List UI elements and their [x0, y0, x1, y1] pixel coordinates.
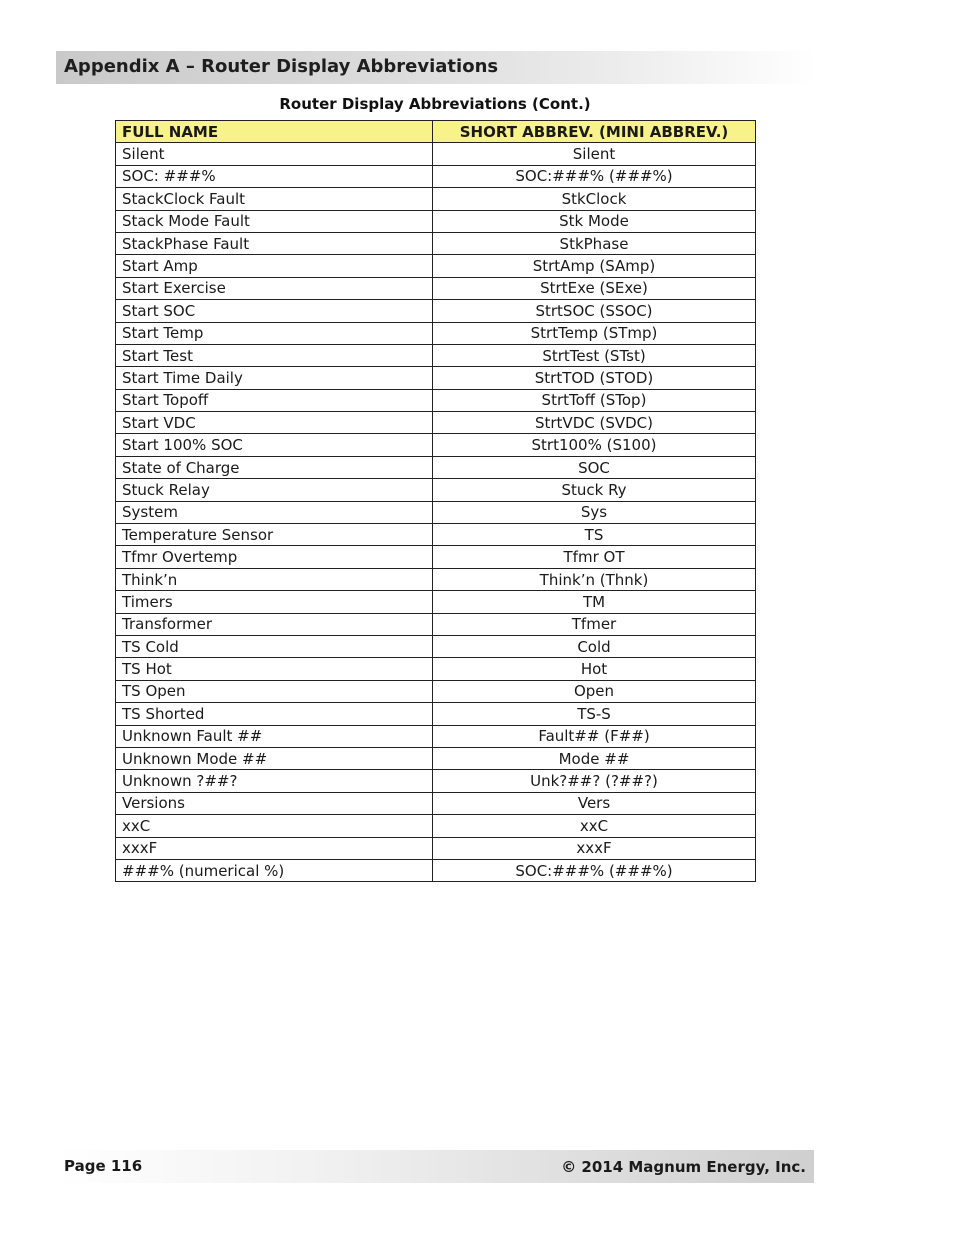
- abbreviation-cell: StrtToff (STop): [433, 389, 756, 411]
- abbreviation-cell: Mode ##: [433, 747, 756, 769]
- table-row: [116, 232, 756, 254]
- full-name-cell: xxxF: [116, 837, 433, 859]
- abbreviation-cell: StrtTemp (STmp): [433, 322, 756, 344]
- table-row: [116, 277, 756, 299]
- table-row: [116, 367, 756, 389]
- table-row: [116, 859, 756, 881]
- full-name-cell: Start SOC: [116, 300, 433, 322]
- full-name-cell: Unknown ?##?: [116, 770, 433, 792]
- table-row: [116, 680, 756, 702]
- abbreviation-cell: Strt100% (S100): [433, 434, 756, 456]
- column-header-full-name: FULL NAME: [116, 121, 433, 143]
- full-name-cell: Start VDC: [116, 412, 433, 434]
- abbreviation-cell: StrtVDC (SVDC): [433, 412, 756, 434]
- full-name-cell: Start Test: [116, 344, 433, 366]
- full-name-cell: Start Topoff: [116, 389, 433, 411]
- abbreviation-cell: Silent: [433, 143, 756, 165]
- abbreviation-cell: Tfmer: [433, 613, 756, 635]
- full-name-cell: Versions: [116, 792, 433, 814]
- abbreviation-cell: Fault## (F##): [433, 725, 756, 747]
- column-header-short-abbrev: SHORT ABBREV. (MINI ABBREV.): [433, 121, 756, 143]
- abbreviation-cell: Stuck Ry: [433, 479, 756, 501]
- abbreviation-cell: TM: [433, 591, 756, 613]
- abbreviation-cell: SOC: [433, 456, 756, 478]
- table-body: [116, 143, 756, 882]
- table-row: [116, 658, 756, 680]
- table-row: [116, 188, 756, 210]
- full-name-cell: ###% (numerical %): [116, 859, 433, 881]
- table-row: [116, 524, 756, 546]
- abbreviation-cell: Hot: [433, 658, 756, 680]
- table-row: [116, 344, 756, 366]
- table-row: [116, 165, 756, 187]
- appendix-header-band: [56, 51, 816, 84]
- copyright-notice: © 2014 Magnum Energy, Inc.: [561, 1158, 806, 1176]
- abbreviation-cell: Stk Mode: [433, 210, 756, 232]
- full-name-cell: TS Shorted: [116, 703, 433, 725]
- table-row: [116, 837, 756, 859]
- full-name-cell: Timers: [116, 591, 433, 613]
- abbreviation-cell: Unk?##? (?##?): [433, 770, 756, 792]
- table-row: [116, 479, 756, 501]
- table-row: [116, 546, 756, 568]
- table-row: [116, 635, 756, 657]
- abbreviation-cell: Vers: [433, 792, 756, 814]
- table-row: [116, 143, 756, 165]
- table-row: [116, 255, 756, 277]
- full-name-cell: Start Exercise: [116, 277, 433, 299]
- full-name-cell: TS Cold: [116, 635, 433, 657]
- full-name-cell: Think’n: [116, 568, 433, 590]
- abbreviation-cell: StrtSOC (SSOC): [433, 300, 756, 322]
- full-name-cell: Start Temp: [116, 322, 433, 344]
- table-row: [116, 725, 756, 747]
- abbreviation-cell: StkClock: [433, 188, 756, 210]
- abbreviation-cell: SOC:###% (###%): [433, 859, 756, 881]
- table-row: [116, 434, 756, 456]
- table-row: [116, 747, 756, 769]
- table-row: [116, 501, 756, 523]
- abbreviation-cell: SOC:###% (###%): [433, 165, 756, 187]
- table-row: [116, 770, 756, 792]
- footer-band: [56, 1150, 814, 1183]
- table-row: [116, 412, 756, 434]
- full-name-cell: TS Open: [116, 680, 433, 702]
- full-name-cell: Unknown Mode ##: [116, 747, 433, 769]
- full-name-cell: Start 100% SOC: [116, 434, 433, 456]
- abbreviation-cell: StrtTOD (STOD): [433, 367, 756, 389]
- table-row: [116, 591, 756, 613]
- table-row: [116, 210, 756, 232]
- full-name-cell: xxC: [116, 815, 433, 837]
- abbreviation-cell: StkPhase: [433, 232, 756, 254]
- table-row: [116, 456, 756, 478]
- full-name-cell: Silent: [116, 143, 433, 165]
- abbreviation-cell: StrtExe (SExe): [433, 277, 756, 299]
- full-name-cell: Stuck Relay: [116, 479, 433, 501]
- abbreviation-cell: StrtTest (STst): [433, 344, 756, 366]
- table-row: [116, 613, 756, 635]
- full-name-cell: Stack Mode Fault: [116, 210, 433, 232]
- full-name-cell: Start Time Daily: [116, 367, 433, 389]
- abbreviation-cell: xxC: [433, 815, 756, 837]
- full-name-cell: SOC: ###%: [116, 165, 433, 187]
- abbreviation-cell: Think’n (Thnk): [433, 568, 756, 590]
- full-name-cell: Tfmr Overtemp: [116, 546, 433, 568]
- appendix-title: Appendix A – Router Display Abbreviations: [64, 56, 499, 77]
- abbreviation-cell: Open: [433, 680, 756, 702]
- full-name-cell: Unknown Fault ##: [116, 725, 433, 747]
- full-name-cell: Transformer: [116, 613, 433, 635]
- table-row: [116, 568, 756, 590]
- table-row: [116, 703, 756, 725]
- table-row: [116, 389, 756, 411]
- abbreviations-table: [115, 120, 756, 882]
- abbreviation-cell: TS-S: [433, 703, 756, 725]
- abbreviation-cell: TS: [433, 524, 756, 546]
- table-row: [116, 815, 756, 837]
- abbreviation-cell: StrtAmp (SAmp): [433, 255, 756, 277]
- page-number: Page 116: [64, 1157, 143, 1175]
- full-name-cell: StackClock Fault: [116, 188, 433, 210]
- abbreviation-cell: xxxF: [433, 837, 756, 859]
- table-row: [116, 300, 756, 322]
- full-name-cell: Temperature Sensor: [116, 524, 433, 546]
- abbreviation-cell: Sys: [433, 501, 756, 523]
- full-name-cell: StackPhase Fault: [116, 232, 433, 254]
- table-row: [116, 322, 756, 344]
- table-title: Router Display Abbreviations (Cont.): [279, 95, 591, 113]
- abbreviation-cell: Tfmr OT: [433, 546, 756, 568]
- full-name-cell: System: [116, 501, 433, 523]
- full-name-cell: Start Amp: [116, 255, 433, 277]
- table-header-row: [116, 121, 756, 143]
- abbreviation-cell: Cold: [433, 635, 756, 657]
- full-name-cell: TS Hot: [116, 658, 433, 680]
- full-name-cell: State of Charge: [116, 456, 433, 478]
- table-row: [116, 792, 756, 814]
